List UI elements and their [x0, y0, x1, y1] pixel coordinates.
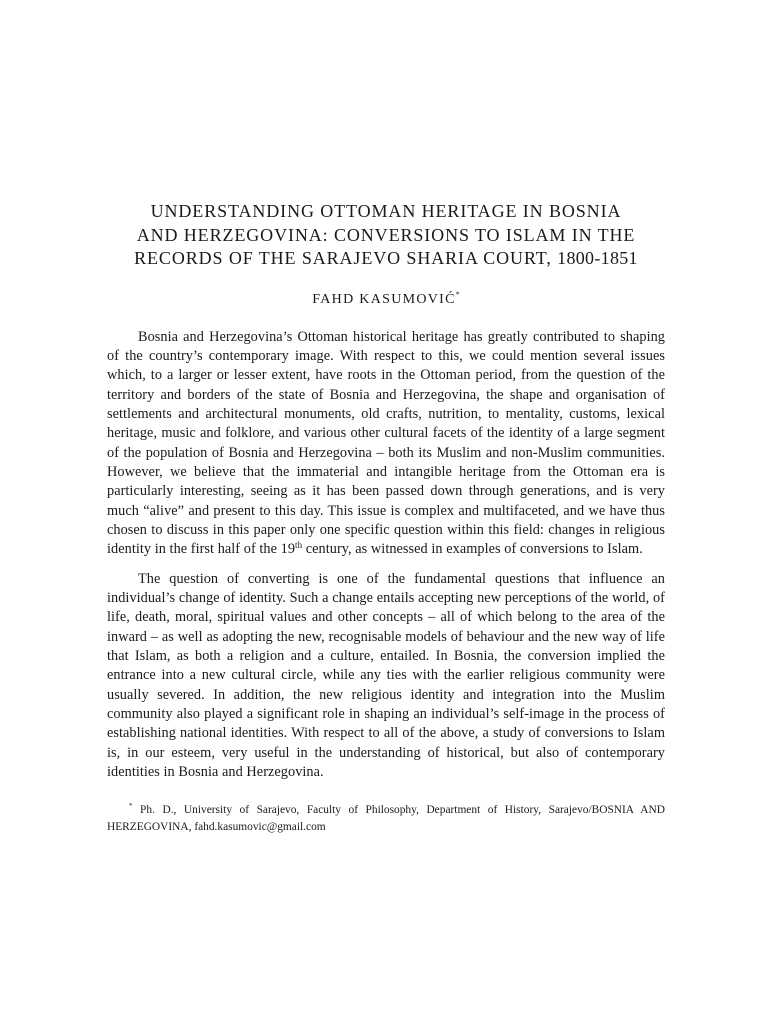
paper-page	[107, 200, 665, 835]
footnote	[107, 798, 665, 835]
footnote-mark: *	[129, 802, 133, 811]
title-line-3-text: RECORDS OF THE SARAJEVO SHARIA COURT,	[134, 248, 552, 268]
paragraph-2: The question of converting is one of the fundamental questions that influence an individual’s change of identity. Such a change entails accepting new perceptions of the world, of life, death, moral, spiritual values and other concepts – all of which belong to the area of the inward – as well as adopting the new, recognisable models of behaviour and the new way of life that Islam, as both a religion and a culture, entailed. In Bosnia, the conversion implied the entrance into a new cultural circle, while any ties with the earlier religious community were usually severed. In addition, the new religious identity and integration into the Muslim community also played a significant role in shaping an individual’s self-image in the process of establishing national identities. With respect to all of the above, a study of conversions to Islam is, in our esteem, very useful in the understanding of historical, but also of contemporary identities in Bosnia and Herzegovina.	[107, 570, 665, 781]
paragraph-1-text-a: Bosnia and Herzegovina’s Ottoman historical heritage has greatly contributed to shaping of the country’s contemporary image. With respect to this, we could mention several issues which, to a larger or lesser extent, have roots in the Ottoman period, from the question of the territory and borders of the state of Bosnia and Herzegovina, the shape and organisation of settlements and architectural monuments, old crafts, nutrition, to mentality, customs, lexical heritage, music and folklore, and various other cultural facets of the identity of a large segment of the population of Bosnia and Herzegovina – both its Muslim and non-Muslim communities. However, we believe that the immaterial and intangible heritage from the Ottoman era is particularly interesting, seeing as it has been passed down through generations, and is very much “alive” and present to this day. This issue is complex and multifaceted, and we have thus chosen to discuss in this paper only one specific question within this field: changes in religious identity in the first half of the 19	[107, 328, 665, 558]
footnote-text: Ph. D., University of Sarajevo, Faculty of Philosophy, Department of History, Sarajevo/BOSNIA AND HERZEGOVINA, fahd.kasumovic@gmail.com	[107, 804, 665, 833]
title-line-2: AND HERZEGOVINA: CONVERSIONS TO ISLAM IN THE	[136, 224, 636, 245]
paper-title	[107, 200, 665, 271]
title-years: 1800-1851	[557, 248, 638, 268]
title-line-3	[107, 247, 665, 271]
body-text	[107, 328, 665, 783]
ordinal-superscript: th	[295, 540, 303, 551]
paragraph-1-text-b: century, as witnessed in examples of conversions to Islam.	[302, 541, 643, 558]
paragraph-1	[107, 328, 665, 560]
author-footnote-mark: *	[455, 289, 460, 299]
title-line-1: UNDERSTANDING OTTOMAN HERITAGE IN BOSNIA	[150, 201, 622, 221]
author-line	[107, 286, 665, 309]
author-name: FAHD KASUMOVIĆ	[312, 291, 456, 307]
